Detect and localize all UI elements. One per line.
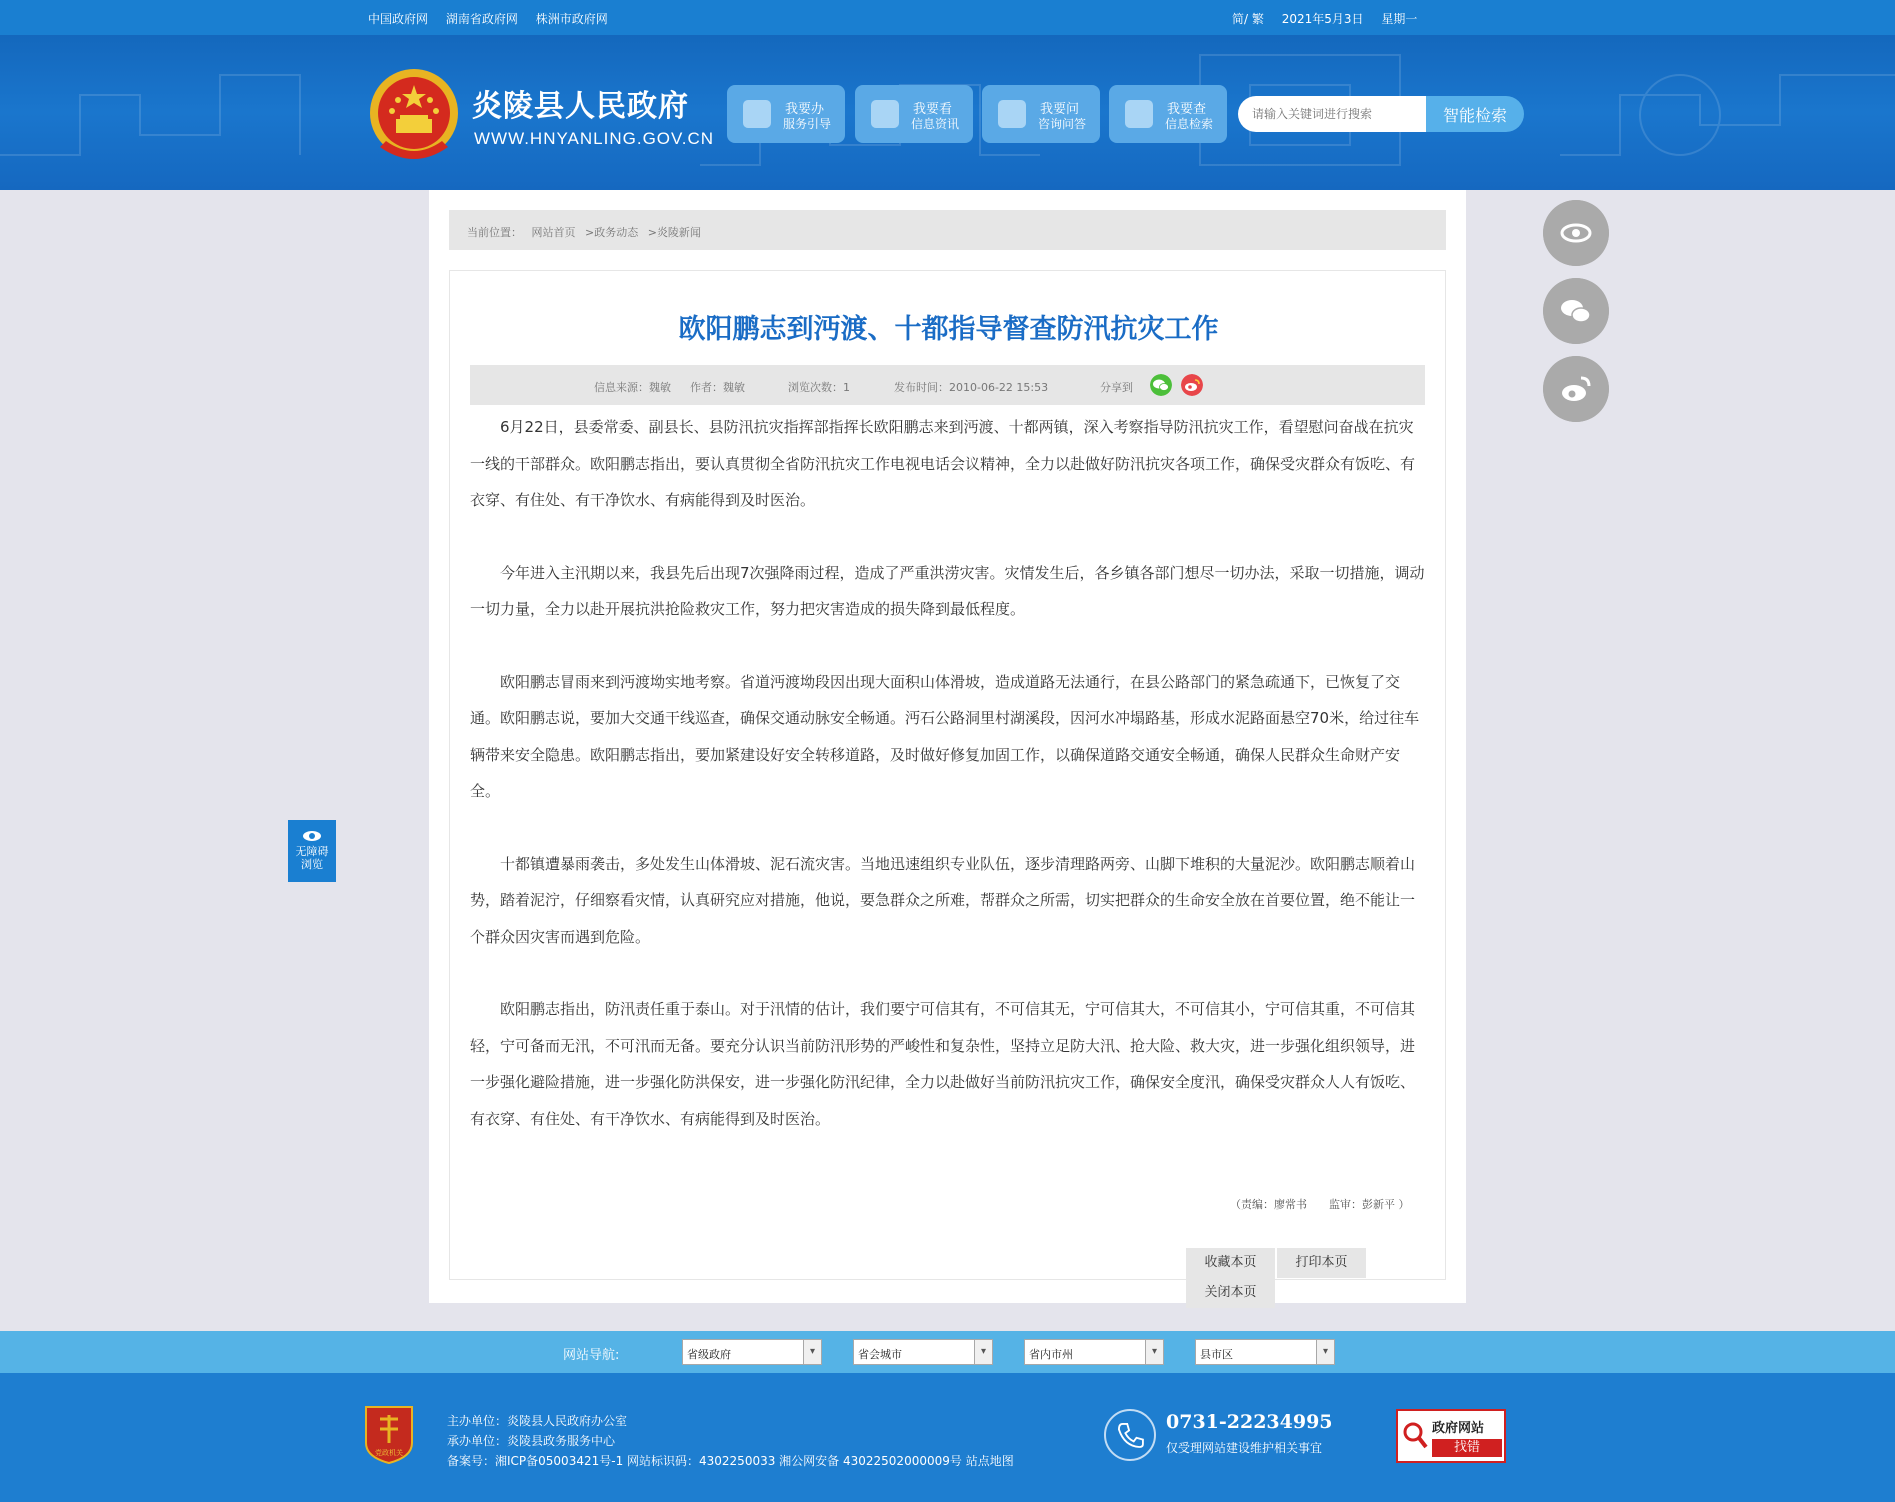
chevron-down-icon: ▾ xyxy=(1316,1340,1334,1364)
lang-toggle[interactable]: 简/ 繁 xyxy=(1232,12,1264,26)
gov-website-error-report-button[interactable] xyxy=(1396,1409,1506,1463)
article-title: 欧阳鹏志到沔渡、十都指导督查防汛抗灾工作 xyxy=(678,314,1219,345)
paragraph: 欧阳鹏志指出，防汛责任重于泰山。对于汛情的估计，我们要宁可信其有，不可信其无，宁可信其大，不可信其小，宁可信其重，不可信其轻，宁可备而无汛，不可汛而无备。要充分认识当前防汛形势的严峻性和复杂性，坚持立足防大汛、抢大险、救大灾，进一步强化组织领导，进一步强化避险措施，进一步强化防洪保安，进一步强化防汛纪律，全力以赴做好当前防汛抗灾工作，确保安全度汛，确保受灾群众人人有饭吃、有衣穿、有住处、有干净饮水、有病能得到及时医治。 xyxy=(470,1000,1416,1128)
close-page-button[interactable]: 关闭本页 xyxy=(1186,1278,1275,1308)
nav-label-3: 我要问 xyxy=(1040,102,1080,117)
party-gov-logo[interactable] xyxy=(362,1403,416,1465)
nav-service-guide-button[interactable] xyxy=(727,85,845,143)
nav-label-4: 我要查 xyxy=(1167,102,1207,117)
magnifier-icon xyxy=(1402,1421,1428,1451)
search-input[interactable] xyxy=(1238,96,1428,132)
national-emblem-icon xyxy=(366,67,462,171)
wechat-share-icon[interactable] xyxy=(1150,374,1172,396)
nav-qa-button[interactable] xyxy=(982,85,1100,143)
phone-icon xyxy=(1104,1409,1156,1461)
header xyxy=(0,35,1895,190)
eye-float-icon[interactable] xyxy=(1543,200,1609,266)
chevron-down-icon: ▾ xyxy=(803,1340,821,1364)
weekday-text: 星期一 xyxy=(1381,12,1418,26)
county-select[interactable] xyxy=(1195,1339,1335,1365)
document-icon xyxy=(743,100,771,128)
chevron-down-icon: ▾ xyxy=(974,1340,992,1364)
select-value: 省会城市 xyxy=(858,1348,902,1361)
meta-share-label: 分享到 xyxy=(1100,381,1133,394)
nav-search-info-button[interactable] xyxy=(1109,85,1227,143)
weibo-share-icon[interactable] xyxy=(1181,374,1203,396)
undertaker-unit: 承办单位：炎陵县政务服务中心 xyxy=(447,1434,616,1448)
breadcrumb-local-news[interactable]: >炎陵新闻 xyxy=(647,226,701,239)
host-unit: 主办单位：炎陵县人民政府办公室 xyxy=(447,1414,628,1428)
breadcrumb-home[interactable]: 网站首页 xyxy=(531,226,576,239)
print-page-button[interactable]: 打印本页 xyxy=(1277,1248,1366,1278)
meta-author: 作者：魏敏 xyxy=(690,381,745,394)
error-box-label: 政府网站 xyxy=(1432,1421,1485,1436)
provincial-gov-select[interactable] xyxy=(682,1339,822,1365)
province-city-select[interactable] xyxy=(1024,1339,1164,1365)
bookmark-page-button[interactable]: 收藏本页 xyxy=(1186,1248,1275,1278)
article xyxy=(449,270,1446,1300)
top-bar xyxy=(0,0,1895,35)
article-actions xyxy=(1184,1248,1445,1300)
link-zhuzhou-gov[interactable]: 株洲市政府网 xyxy=(535,12,608,26)
smart-search-button[interactable]: 智能检索 xyxy=(1426,96,1524,132)
question-icon xyxy=(998,100,1026,128)
editor-credit: （责编：廖常书 监审：彭新平 ） xyxy=(1230,1198,1410,1211)
meta-source: 信息来源：魏敏 xyxy=(594,381,671,394)
nav-label-2: 我要看 xyxy=(913,102,953,117)
nav-sublabel-2: 信息资讯 xyxy=(911,117,960,131)
nav-sublabel-4: 信息检索 xyxy=(1165,117,1214,131)
nav-sublabel-3: 咨询问答 xyxy=(1038,117,1087,131)
nav-info-button[interactable] xyxy=(855,85,973,143)
breadcrumb xyxy=(449,210,1446,250)
paragraph: 十都镇遭暴雨袭击，多处发生山体滑坡、泥石流灾害。当地迅速组织专业队伍，逐步清理路两旁、山脚下堆积的大量泥沙。欧阳鹏志顺着山势，踏着泥泞，仔细察看灾情，认真研究应对措施，他说，要急群众之所难，帮群众之所需，切实把群众的生命安全放在首要位置，绝不能让一个群众因灾害而遇到危险。 xyxy=(470,854,1416,946)
select-value: 省级政府 xyxy=(687,1348,731,1361)
top-right-info xyxy=(1232,10,1431,27)
nav-label-1: 我要办 xyxy=(785,102,825,117)
error-box-find: 找错 xyxy=(1432,1439,1502,1457)
select-value: 省内市州 xyxy=(1029,1348,1073,1361)
footer-info xyxy=(447,1411,1014,1471)
footer-nav-label: 网站导航: xyxy=(563,1348,620,1363)
capital-city-select[interactable] xyxy=(853,1339,993,1365)
gov-links xyxy=(368,10,622,27)
contact-phone: 0731-22234995 xyxy=(1166,1411,1333,1433)
accessibility-label-2: 浏览 xyxy=(301,858,323,871)
phone-note: 仅受理网站建设维护相关事宜 xyxy=(1166,1441,1323,1455)
site-url: WWW.HNYANLING.GOV.CN xyxy=(474,129,715,148)
nav-sublabel-1: 服务引导 xyxy=(783,117,832,131)
link-hunan-gov[interactable]: 湖南省政府网 xyxy=(445,12,518,26)
wechat-float-icon[interactable] xyxy=(1543,278,1609,344)
site-name: 炎陵县人民政府 xyxy=(472,89,689,124)
meta-views: 浏览次数：1 xyxy=(788,381,850,394)
article-body xyxy=(470,409,1425,1173)
paragraph: 6月22日，县委常委、副县长、县防汛抗灾指挥部指挥长欧阳鹏志来到沔渡、十都两镇，深入考察指导防汛抗灾工作，看望慰问奋战在抗灾一线的干部群众。欧阳鹏志指出，要认真贯彻全省防汛抗灾工作电视电话会议精神，全力以赴做好防汛抗灾各项工作，确保受灾群众有饭吃、有衣穿、有住处、有干净饮水、有病能得到及时医治。 xyxy=(470,418,1416,509)
chevron-down-icon: ▾ xyxy=(1145,1340,1163,1364)
party-logo-text: 党政机关 xyxy=(375,1449,403,1457)
date-text: 2021年5月3日 xyxy=(1281,12,1364,26)
eye-icon xyxy=(871,100,899,128)
breadcrumb-label: 当前位置： xyxy=(467,226,522,239)
paragraph: 今年进入主汛期以来，我县先后出现7次强降雨过程，造成了严重洪涝灾害。灾情发生后，各乡镇各部门想尽一切办法，采取一切措施，调动一切力量，全力以赴开展抗洪抢险救灾工作，努力把灾害造成的损失降到最低程度。 xyxy=(470,563,1425,618)
search-box xyxy=(1238,96,1524,132)
breadcrumb-news[interactable]: >政务动态 xyxy=(585,226,639,239)
footer xyxy=(0,1373,1895,1502)
search-icon xyxy=(1125,100,1153,128)
main-content xyxy=(429,190,1466,1303)
paragraph: 欧阳鹏志冒雨来到沔渡坳实地考察。省道沔渡坳段因出现大面积山体滑坡，造成道路无法通行，在县公路部门的紧急疏通下，已恢复了交通。欧阳鹏志说，要加大交通干线巡查，确保交通动脉安全畅通。沔石公路洞里村湖溪段，因河水冲塌路基，形成水泥路面悬空70米，给过往车辆带来安全隐患。欧阳鹏志指出，要加紧建设好安全转移道路，及时做好修复加固工作，以确保道路交通安全畅通，确保人民群众生命财产安全。 xyxy=(470,672,1420,800)
party-gov-badge-icon xyxy=(362,1403,416,1465)
accessibility-label-1: 无障碍 xyxy=(295,845,329,858)
link-china-gov[interactable]: 中国政府网 xyxy=(368,12,429,26)
select-value: 县市区 xyxy=(1200,1348,1233,1361)
meta-published: 发布时间：2010-06-22 15:53 xyxy=(894,381,1049,394)
record-number[interactable]: 备案号：湘ICP备05003421号-1 网站标识码：4302250033 湘公网安备 43022502000009号 站点地图 xyxy=(447,1454,1014,1468)
footer-site-nav xyxy=(0,1331,1895,1373)
article-meta xyxy=(470,365,1425,405)
weibo-float-icon[interactable] xyxy=(1543,356,1609,422)
eye-icon xyxy=(302,830,322,842)
accessibility-button[interactable] xyxy=(288,820,336,882)
